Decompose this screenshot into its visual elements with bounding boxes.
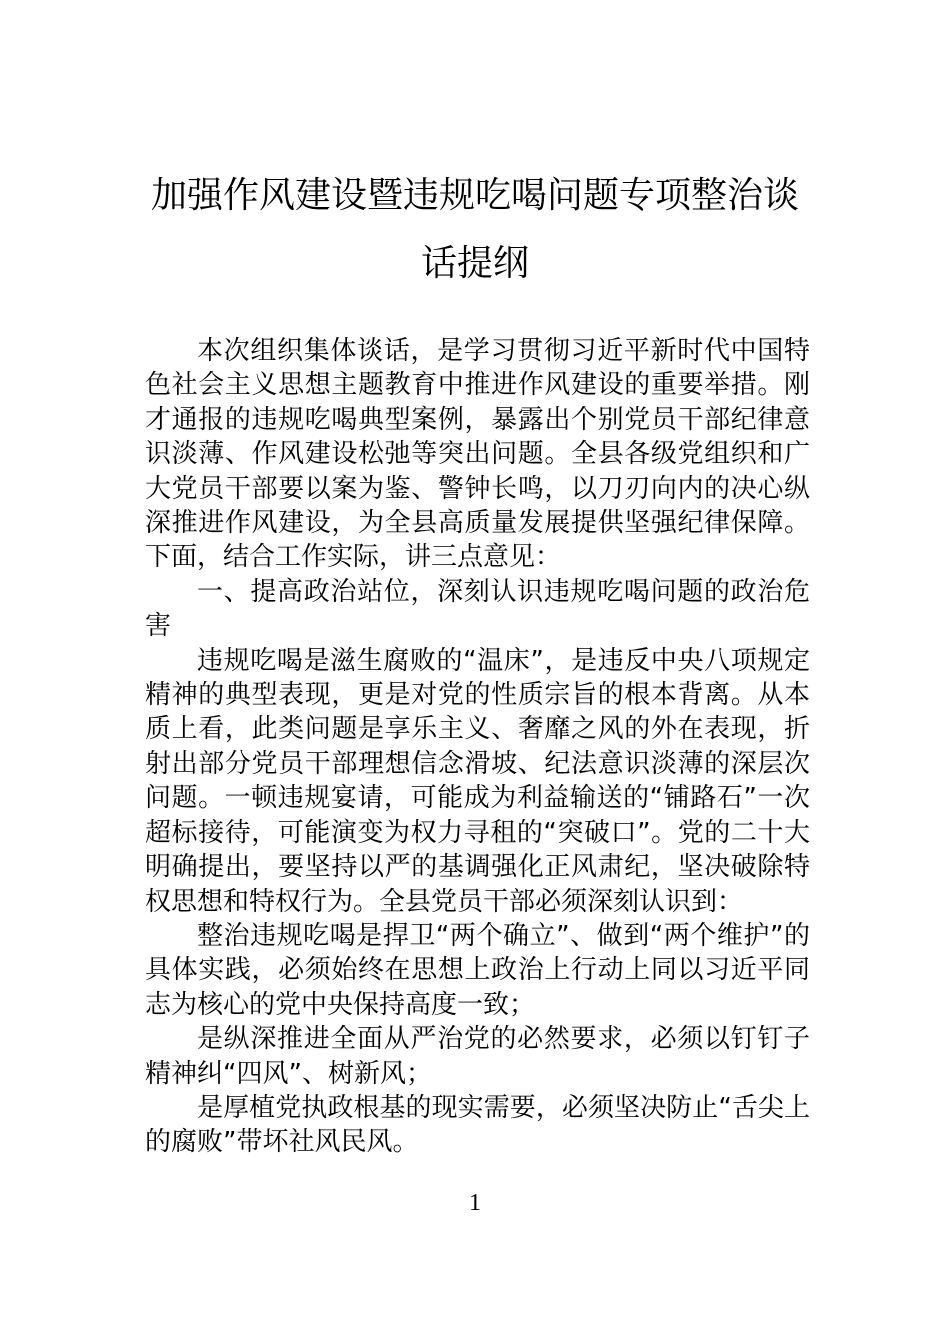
paragraph-point-3: 是厚植党执政根基的现实需要，必须坚决防止“舌尖上的腐败”带坏社风民风。 [145,1092,810,1158]
page-number: 1 [469,1190,481,1216]
document-title-line-2: 话提纲 [420,243,529,284]
paragraph-point-1: 整治违规吃喝是捍卫“两个确立”、做到“两个维护”的具体实践，必须始终在思想上政治上行动上同以习近平同志为核心的党中央保持高度一致； [145,920,810,1020]
paragraph-point-2: 是纵深推进全面从严治党的必然要求，必须以钉钉子精神纠“四风”、树新风； [145,1024,810,1089]
document-body [145,334,810,1160]
paragraph-intro: 本次组织集体谈话，是学习贯彻习近平新时代中国特色社会主义思想主题教育中推进作风建设的重要举措。刚才通报的违规吃喝典型案例，暴露出个别党员干部纪律意识淡薄、作风建设松弛等突出问题。全县各级党组织和广大党员干部要以案为鉴、警钟长鸣，以刀刃向内的决心纵深推进作风建设，为全县高质量发展提供坚强纪律保障。下面，结合工作实际，讲三点意见： [145,336,810,573]
document-title-line-1: 加强作风建设暨违规吃喝问题专项整治谈 [150,175,799,216]
section-heading-1: 一、提高政治站位，深刻认识违规吃喝问题的政治危害 [145,576,810,642]
paragraph-section-1: 违规吃喝是滋生腐败的“温床”，是违反中央八项规定精神的典型表现，更是对党的性质宗旨的根本背离。从本质上看，此类问题是享乐主义、奢靡之风的外在表现，折射出部分党员干部理想信念滑坡、纪法意识淡薄的深层次问题。一顿违规宴请，可能成为利益输送的“铺路石”一次超标接待，可能演变为权力寻租的“突破口”。党的二十大明确提出，要坚持以严的基调强化正风肃纪，坚决破除特权思想和特权行为。全县党员干部必须深刻认识到： [145,645,810,917]
